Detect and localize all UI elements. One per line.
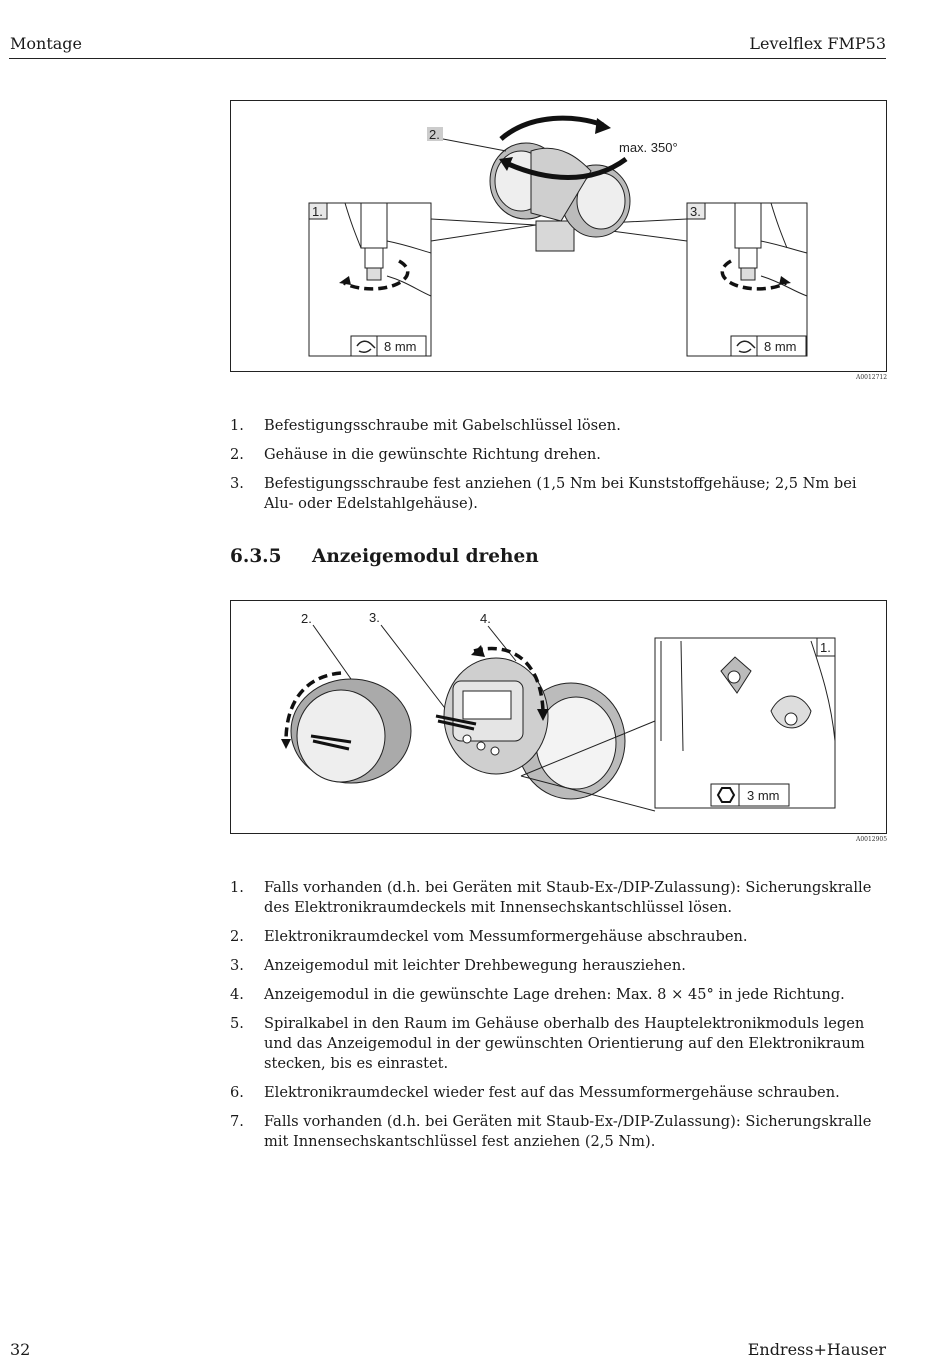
display-rotation-illustration [231, 601, 886, 833]
hex-key-size: 3 mm [747, 788, 780, 803]
list-item: 7. Falls vorhanden (d.h. bei Geräten mit Staub-Ex-/DIP-Zulassung): Sicherungskralle mit Innensechskantschlüssel fest anziehen (2,5 Nm). [230, 1113, 872, 1150]
steps-list-2 [230, 878, 886, 1152]
rotation-limit-label: max. 350° [619, 140, 678, 155]
callout-2: 2. [429, 127, 440, 142]
cover-illustration [291, 679, 411, 783]
callout-3: 3. [690, 204, 701, 219]
steps-list-1 [230, 416, 886, 514]
section-heading: 6.3.5 Anzeigemodul drehen [230, 546, 539, 567]
figure-display-rotation [230, 600, 887, 834]
list-item: 1. Befestigungsschraube mit Gabelschlüssel lösen. [230, 417, 621, 434]
list-item: 3. Anzeigemodul mit leichter Drehbewegung herausziehen. [230, 957, 686, 974]
callout-3: 3. [369, 610, 380, 625]
figure2-code: A0012905 [856, 836, 888, 843]
wrench-size-left: 8 mm [384, 339, 417, 354]
callout-2: 2. [301, 611, 312, 626]
figure-housing-rotation [230, 100, 887, 372]
footer-brand: Endress+Hauser [747, 1340, 886, 1359]
wrench-size-right: 8 mm [764, 339, 797, 354]
figure1-code: A0012712 [856, 374, 888, 381]
running-header-section: Montage [10, 34, 82, 53]
housing-with-display [436, 658, 625, 799]
callout-4: 4. [480, 611, 491, 626]
list-item: 2. Gehäuse in die gewünschte Richtung drehen. [230, 446, 601, 463]
list-item: 3. Befestigungsschraube fest anziehen (1,5 Nm bei Kunststoffgehäuse; 2,5 Nm bei Alu- oder Edelstahlgehäuse). [230, 475, 857, 512]
running-header-product: Levelflex FMP53 [749, 34, 886, 53]
hex-key-icon [718, 788, 734, 802]
list-item: 1. Falls vorhanden (d.h. bei Geräten mit Staub-Ex-/DIP-Zulassung): Sicherungskralle des Elektronikraumdeckels mit Innensechskantschlüssel lösen. [230, 879, 872, 916]
housing-rotation-illustration [231, 101, 886, 371]
list-item: 5. Spiralkabel in den Raum im Gehäuse oberhalb des Hauptelektronikmoduls legen und das Anzeigemodul in der gewünschten Orientierung auf den Elektronikraum stecken, bis es einrastet. [230, 1015, 865, 1072]
list-item: 6. Elektronikraumdeckel wieder fest auf das Messumformergehäuse schrauben. [230, 1084, 840, 1101]
list-item: 2. Elektronikraumdeckel vom Messumformergehäuse abschrauben. [230, 928, 748, 945]
page-number: 32 [10, 1340, 31, 1359]
rotation-arrow-icon [501, 118, 603, 139]
header-rule [9, 58, 886, 59]
callout-1: 1. [312, 204, 323, 219]
callout-1: 1. [820, 640, 831, 655]
list-item: 4. Anzeigemodul in die gewünschte Lage drehen: Max. 8 × 45° in jede Richtung. [230, 986, 845, 1003]
